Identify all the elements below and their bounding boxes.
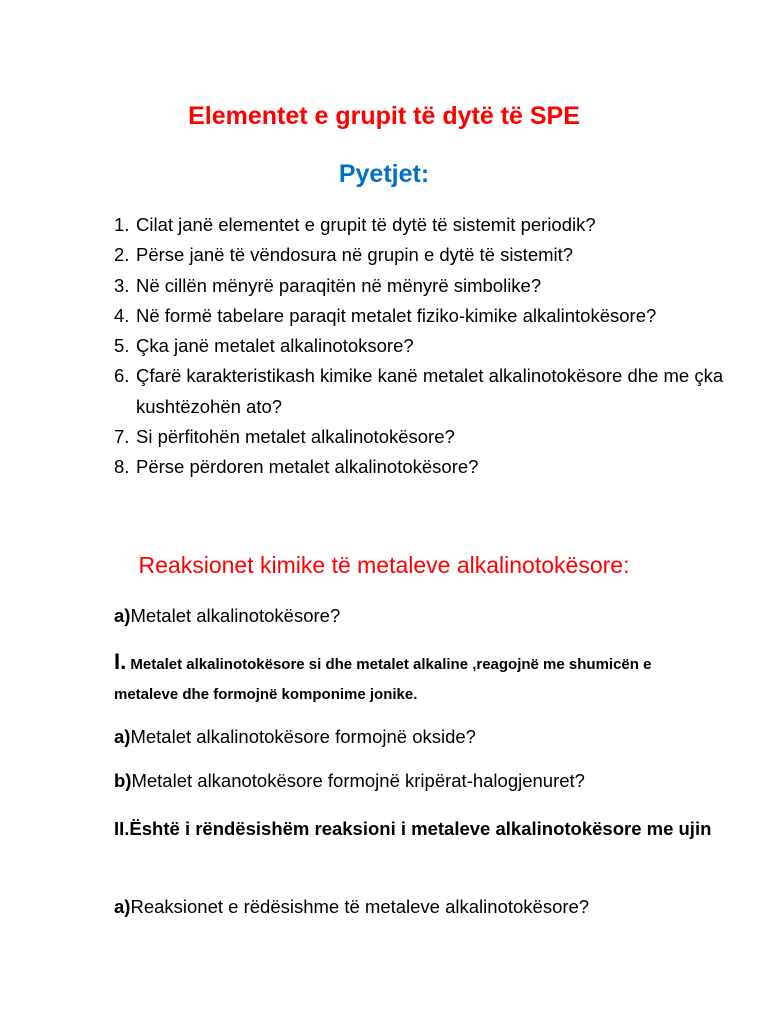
- question-text: Përse janë të vëndosura në grupin e dytë të sistemit?: [136, 244, 574, 266]
- question-text: Në cillën mënyrë paraqitën në mënyrë simbolike?: [136, 274, 542, 296]
- item-text: Metalet alkalinotokësore formojnë okside?: [130, 726, 476, 747]
- section-ii-heading: II.Është i rëndësishëm reaksioni i metaleve alkalinotokësore me ujin: [114, 818, 712, 839]
- question-text: Çka janë metalet alkalinotoksore?: [136, 335, 414, 357]
- question-text: Si përfitohën metalet alkalinotokësore?: [136, 426, 455, 448]
- question-number: 7.: [114, 426, 130, 448]
- questions-list: [114, 210, 734, 483]
- question-text: Përse përdoren metalet alkalinotokësore?: [136, 456, 479, 478]
- questions-heading: Pyetjet:: [338, 160, 430, 188]
- question-text: Çfarë karakteristikash kimike kanë metalet alkalinotokësore dhe me çka kushtëzohën ato?: [136, 365, 724, 417]
- item-text: Reaksionet e rëdësishme të metaleve alkalinotokësore?: [130, 896, 590, 917]
- question-item: [114, 240, 734, 270]
- paragraph-i: [114, 647, 674, 710]
- question-number: 3.: [114, 274, 130, 296]
- item-label: a): [114, 726, 131, 747]
- question-item: [114, 210, 734, 240]
- item-label: a): [114, 896, 131, 917]
- question-number: 6.: [114, 365, 130, 387]
- item-text: Metalet alkanotokësore formojnë kripërat-halogjenuret?: [131, 770, 585, 791]
- question-item: [114, 422, 734, 452]
- question-item: [114, 271, 734, 301]
- item-label: b): [114, 770, 132, 791]
- question-number: 5.: [114, 335, 130, 357]
- roman-numeral: I.: [114, 649, 127, 674]
- item-label: a): [114, 605, 131, 626]
- sub-question-b: [114, 768, 585, 794]
- question-item: [114, 452, 734, 482]
- question-number: 1.: [114, 214, 130, 235]
- question-number: 2.: [114, 244, 130, 266]
- question-number: 4.: [114, 304, 130, 326]
- question-item: [114, 361, 734, 422]
- question-number: 8.: [114, 456, 130, 478]
- question-item: [114, 331, 734, 361]
- sub-question-a3: [114, 894, 589, 920]
- sub-question-a2: [114, 724, 476, 750]
- question-item: [114, 301, 734, 331]
- document-title: Elementet e grupit të dytë të SPE: [188, 102, 580, 130]
- sub-question-a1: [114, 603, 340, 629]
- paragraph-text: Metalet alkalinotokësore si dhe metalet alkaline ,reagojnë me shumicën e metaleve dhe formojnë komponime jonike.: [114, 656, 652, 703]
- question-text: Cilat janë elementet e grupit të dytë të sistemit periodik?: [136, 214, 596, 235]
- item-text: Metalet alkalinotokësore?: [130, 605, 341, 626]
- question-text: Në formë tabelare paraqit metalet fiziko-kimike alkalintokësore?: [136, 304, 657, 326]
- reactions-heading: Reaksionet kimike të metaleve alkalinotokësore:: [138, 552, 630, 578]
